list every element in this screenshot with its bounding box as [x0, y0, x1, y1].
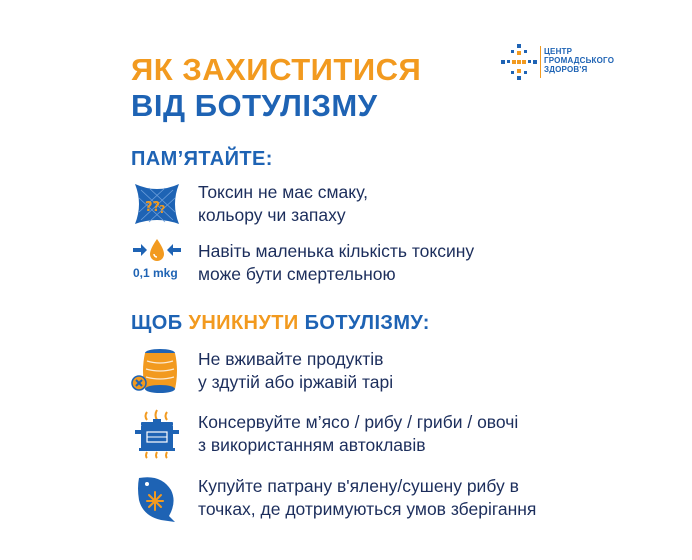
logo-line-2: ГРОМАДСЬКОГО: [544, 56, 615, 65]
svg-text:??: ??: [145, 200, 161, 215]
heading-part: БОТУЛІЗМУ:: [298, 312, 430, 334]
list-item: [131, 408, 651, 458]
svg-text:?: ?: [159, 203, 166, 216]
page-title: [131, 52, 421, 124]
section-heading-avoid: [131, 312, 430, 335]
item-text: [198, 411, 518, 457]
logo-text: [544, 47, 614, 74]
list-item: [131, 345, 651, 395]
item-line-1: Купуйте патрану в'ялену/сушену рибу в: [198, 476, 519, 496]
item-text: [198, 475, 536, 521]
fish-snowflake-icon: [131, 472, 183, 524]
public-health-center-logo: [500, 40, 630, 84]
item-line-2: кольору чи запаху: [198, 205, 346, 225]
list-item: [131, 472, 651, 522]
heading-accent: УНИКНУТИ: [188, 312, 299, 334]
item-line-1: Токсин не має смаку,: [198, 182, 369, 202]
section-heading-remember: ПАМ’ЯТАЙТЕ:: [131, 148, 273, 170]
autoclave-pot-icon: [131, 408, 183, 460]
drop-dose-icon: [131, 237, 183, 289]
logo-divider: [540, 46, 541, 78]
dose-label: 0,1 mkg: [133, 266, 178, 280]
title-line-1: ЯК ЗАХИСТИТИСЯ: [131, 52, 422, 87]
item-text: [198, 181, 368, 227]
item-line-2: точках, де дотримуються умов зберігання: [198, 499, 537, 519]
item-line-1: Консервуйте м’ясо / рибу / гриби / овочі: [198, 412, 519, 432]
item-text: [198, 348, 393, 394]
item-line-2: у здутій або іржавій тарі: [198, 372, 394, 392]
question-net-icon: [131, 178, 183, 230]
item-line-2: може бути смертельною: [198, 264, 396, 284]
item-text: [198, 240, 474, 286]
logo-mark-icon: [500, 40, 540, 84]
heading-part: ЩОБ: [131, 312, 189, 334]
swollen-can-icon: [131, 345, 183, 397]
item-line-2: з використанням автоклавів: [198, 435, 426, 455]
list-item: [131, 178, 651, 228]
logo-line-3: ЗДОРОВ'Я: [544, 65, 588, 74]
title-line-2: ВІД БОТУЛІЗМУ: [131, 88, 378, 123]
item-line-1: Навіть маленька кількість токсину: [198, 241, 475, 261]
list-item: [131, 237, 651, 287]
logo-line-1: ЦЕНТР: [544, 47, 573, 56]
item-line-1: Не вживайте продуктів: [198, 349, 384, 369]
